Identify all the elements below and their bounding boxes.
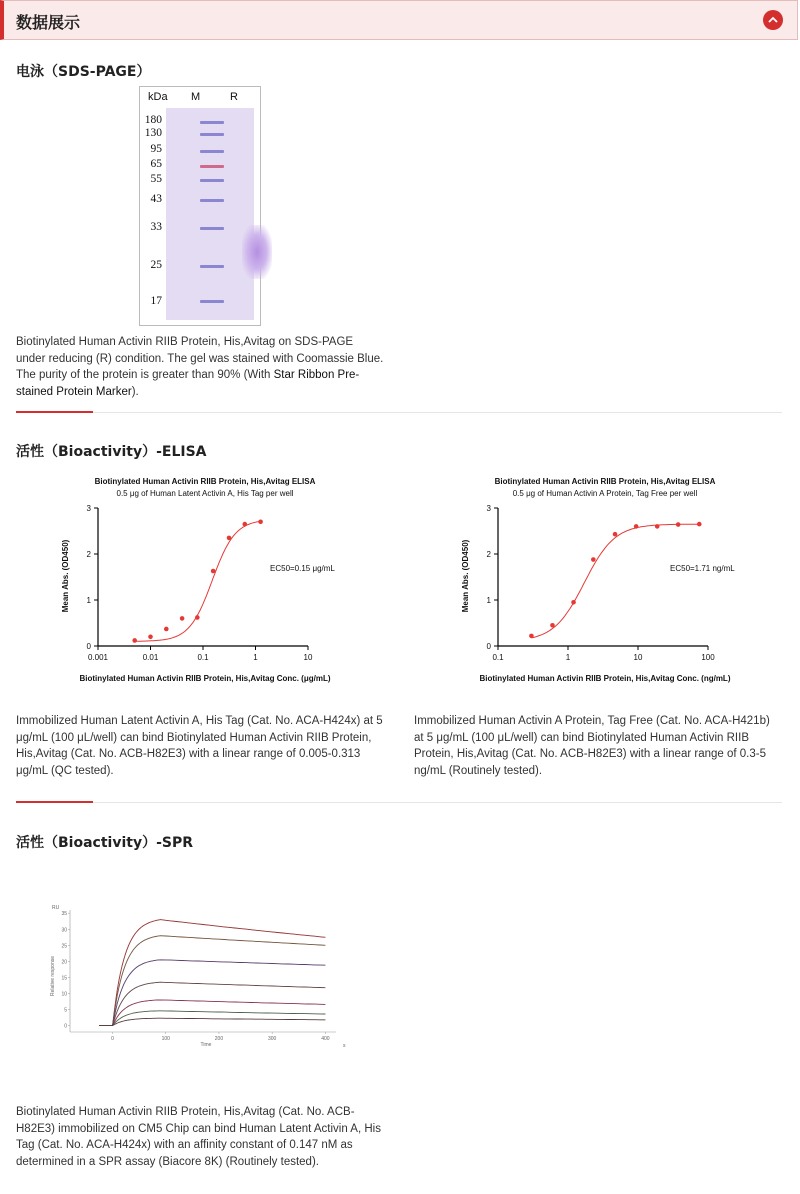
sds-title: 电泳（SDS-PAGE）: [16, 64, 151, 80]
x-axis-label: Time: [200, 1042, 212, 1048]
data-point: [227, 536, 232, 541]
sds-description: [16, 334, 384, 400]
ec50-annotation: EC50=1.71 ng/mL: [670, 564, 735, 573]
marker-band: [200, 199, 224, 202]
x-tick-label: 0: [111, 1036, 114, 1042]
y-tick-label: 20: [61, 959, 67, 966]
data-point: [211, 569, 216, 574]
x-tick-label: 1: [565, 653, 571, 662]
data-point: [195, 615, 200, 620]
data-point: [676, 522, 681, 527]
section-header: [0, 0, 798, 40]
marker-band: [200, 300, 224, 303]
section-divider: [16, 802, 782, 803]
spr-sensorgram: [40, 898, 360, 1053]
data-point: [529, 634, 534, 639]
elisa-chart-right: [450, 470, 780, 690]
x-tick-label: 200: [214, 1036, 224, 1042]
marker-band: [200, 265, 224, 268]
sensorgram-curve: [99, 960, 325, 1026]
sds-desc-end: ).: [131, 385, 139, 398]
x-axis-label: Biotinylated Human Activin RIIB Protein, His,Avitag Conc. (μg/mL): [79, 674, 331, 683]
y-tick-label: 30: [61, 927, 67, 934]
data-point: [550, 623, 555, 628]
data-point: [132, 638, 137, 643]
chevron-up-icon: [767, 15, 779, 25]
y-tick-label: 3: [86, 504, 91, 513]
x-unit-label: s: [343, 1043, 346, 1049]
gel-lanes: [166, 108, 254, 320]
x-tick-label: 10: [303, 653, 313, 662]
y-tick-label: 0: [64, 1023, 67, 1030]
elisa-left-description: Immobilized Human Latent Activin A, His Tag (Cat. No. ACA-H424x) at 5 μg/mL (100 μL/well) can bind Biotinylated Human Activin RIIB Protein, His,Avitag (Cat. No. ACB-H82E3) with a linear range of 0.005-0.313 μg/mL (QC tested).: [16, 715, 383, 777]
marker-band: [200, 179, 224, 182]
x-axis-label: Biotinylated Human Activin RIIB Protein, His,Avitag Conc. (ng/mL): [479, 674, 731, 683]
mw-label: 180: [144, 114, 162, 126]
x-tick-label: 10: [633, 653, 643, 662]
mw-label: 25: [150, 259, 162, 271]
y-tick-label: 10: [61, 991, 67, 998]
marker-band: [200, 121, 224, 124]
sensorgram-curve: [99, 920, 325, 1026]
y-axis-label: Mean Abs. (OD450): [461, 539, 470, 613]
y-tick-label: 1: [486, 596, 491, 605]
x-tick-label: 400: [321, 1036, 330, 1042]
marker-link[interactable]: Star Ribbon Pre-stained Protein Marker: [16, 369, 360, 398]
y-tick-label: 0: [86, 642, 91, 651]
sample-band: [242, 225, 272, 279]
mw-label: 55: [150, 173, 162, 185]
section-title: 数据展示: [16, 13, 81, 32]
gel-header-r: R: [230, 91, 238, 103]
x-tick-label: 100: [701, 653, 715, 662]
y-tick-label: 0: [486, 642, 491, 651]
data-point: [591, 557, 596, 562]
section-divider: [16, 412, 782, 413]
mw-label: 95: [150, 143, 162, 155]
y-unit-label: RU: [52, 905, 60, 911]
elisa-chart-left: [50, 470, 380, 690]
data-point: [571, 600, 576, 605]
sds-desc-text: Biotinylated Human Activin RIIB Protein, His,Avitag on SDS-PAGE under reducing (R) condition. The gel was stained with Coomassie Blue. The purity of the protein is greater than 90% (With: [16, 336, 384, 381]
mw-label: 65: [150, 158, 162, 170]
y-tick-label: 15: [61, 975, 67, 982]
fit-curve: [99, 920, 325, 1026]
data-point: [613, 532, 618, 537]
sds-gel-image: [139, 86, 261, 326]
x-tick-label: 0.1: [492, 653, 504, 662]
y-tick-label: 2: [486, 550, 491, 559]
gel-header-m: M: [191, 91, 201, 103]
data-point: [242, 522, 247, 527]
elisa-right-description: Immobilized Human Activin A Protein, Tag Free (Cat. No. ACA-H421b) at 5 μg/mL (100 μL/well) can bind Biotinylated Human Activin RIIB Protein, His,Avitag (Cat. No. ACB-H82E3) with a linear range of 0.3-5 ng/mL (Routinely tested).: [414, 715, 770, 777]
elisa-title: 活性（Bioactivity）-ELISA: [16, 444, 207, 460]
spr-description: Biotinylated Human Activin RIIB Protein, His,Avitag (Cat. No. ACB-H82E3) immobilized on CM5 Chip can bind Human Latent Activin A, His Tag (Cat. No. ACA-H424x) with an affinity constant of 0.147 nM as determined in a SPR assay (Biacore 8K) (Routinely tested).: [16, 1106, 381, 1168]
y-tick-label: 25: [61, 943, 67, 950]
data-point: [655, 524, 660, 529]
mw-label: 43: [150, 193, 162, 205]
data-point: [697, 522, 702, 527]
data-point: [258, 520, 263, 525]
y-tick-label: 2: [86, 550, 91, 559]
mw-label: 17: [150, 295, 162, 307]
gel-header-kda: kDa: [148, 91, 168, 103]
collapse-button[interactable]: [763, 10, 783, 30]
x-tick-label: 0.001: [87, 653, 109, 662]
x-tick-label: 0.1: [197, 653, 209, 662]
data-point: [180, 616, 185, 621]
mw-label: 33: [150, 221, 162, 233]
chart-title: Biotinylated Human Activin RIIB Protein, His,Avitag ELISA: [494, 477, 716, 486]
x-tick-label: 0.01: [142, 653, 159, 662]
marker-band: [200, 150, 224, 153]
fit-curve: [531, 524, 699, 638]
chart-title: Biotinylated Human Activin RIIB Protein, His,Avitag ELISA: [94, 477, 316, 486]
y-axis-label: Relative response: [50, 955, 56, 997]
y-tick-label: 35: [61, 911, 67, 918]
mw-label: 130: [144, 127, 162, 139]
y-tick-label: 1: [86, 596, 91, 605]
y-axis-label: Mean Abs. (OD450): [61, 539, 70, 613]
marker-band: [200, 227, 224, 230]
fit-curve: [135, 521, 261, 641]
marker-band: [200, 165, 224, 168]
x-tick-label: 100: [161, 1036, 170, 1042]
x-tick-label: 300: [267, 1036, 277, 1042]
chart-subtitle: 0.5 μg of Human Latent Activin A, His Tag per well: [116, 489, 294, 498]
marker-band: [200, 133, 224, 136]
y-tick-label: 3: [486, 504, 491, 513]
chart-subtitle: 0.5 μg of Human Activin A Protein, Tag Free per well: [512, 489, 698, 498]
spr-title: 活性（Bioactivity）-SPR: [16, 835, 194, 851]
y-tick-label: 5: [64, 1007, 67, 1014]
data-point: [634, 524, 639, 529]
x-tick-label: 1: [253, 653, 258, 662]
fit-curve: [99, 1018, 325, 1025]
ec50-annotation: EC50=0.15 μg/mL: [270, 564, 335, 573]
data-point: [148, 635, 153, 640]
data-point: [164, 627, 169, 632]
